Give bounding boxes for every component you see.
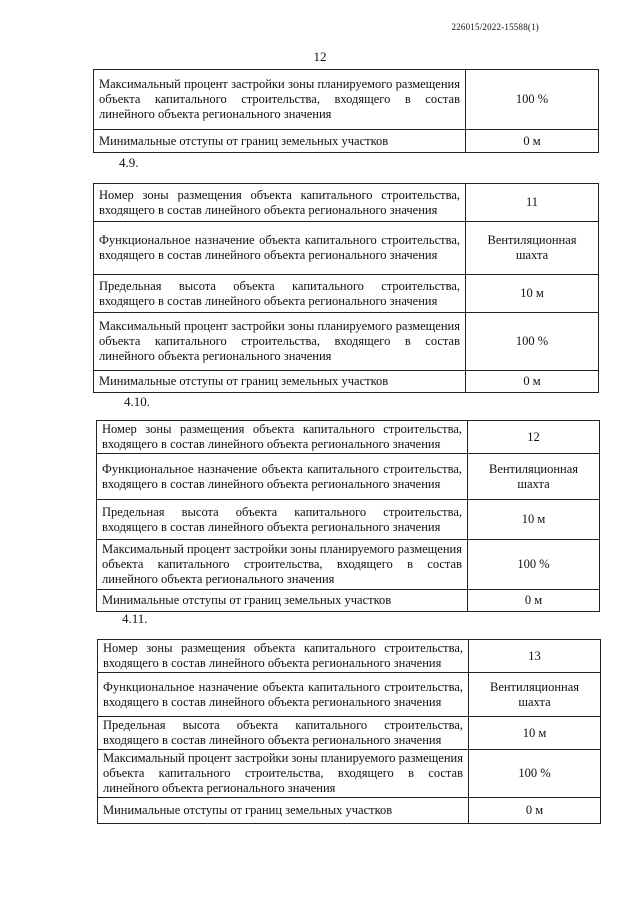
- table-row: [97, 540, 600, 590]
- table-row: [97, 421, 600, 454]
- table-row: [98, 798, 601, 824]
- table-row: [97, 500, 600, 540]
- param-label: Минимальные отступы от границ земельных участков: [97, 590, 468, 612]
- table-row: [98, 673, 601, 717]
- param-label: Минимальные отступы от границ земельных участков: [98, 798, 469, 824]
- param-label: Минимальные отступы от границ земельных участков: [94, 130, 466, 153]
- document-number: 226015/2022-15588(1): [451, 22, 539, 32]
- table-row: [97, 590, 600, 612]
- table-row: [94, 70, 599, 130]
- table-row: [98, 750, 601, 798]
- param-value: 100 %: [469, 750, 601, 798]
- table-row: [94, 184, 599, 222]
- param-value: Вентиляционная шахта: [469, 673, 601, 717]
- section-label-4-11: 4.11.: [122, 611, 148, 626]
- param-value: 0 м: [468, 590, 600, 612]
- params-table-4-9: [93, 183, 599, 393]
- table-row: [94, 222, 599, 275]
- page-number: 12: [313, 49, 327, 64]
- param-value: 0 м: [469, 798, 601, 824]
- param-label: Предельная высота объекта капитального строительства, входящего в состав линейного объекта регионального значения: [98, 717, 469, 750]
- table-row: [94, 130, 599, 153]
- param-value: 10 м: [469, 717, 601, 750]
- table-row: [98, 717, 601, 750]
- param-label: Функциональное назначение объекта капитального строительства, входящего в состав линейного объекта регионального значения: [98, 673, 469, 717]
- param-value: 10 м: [468, 500, 600, 540]
- param-label: Предельная высота объекта капитального строительства, входящего в состав линейного объекта регионального значения: [97, 500, 468, 540]
- param-label: Функциональное назначение объекта капитального строительства, входящего в состав линейного объекта регионального значения: [97, 454, 468, 500]
- table-row: [94, 313, 599, 371]
- section-label-4-10: 4.10.: [124, 394, 150, 409]
- table-row: [98, 640, 601, 673]
- param-value: Вентиляционная шахта: [468, 454, 600, 500]
- param-label: Функциональное назначение объекта капитального строительства, входящего в состав линейного объекта регионального значения: [94, 222, 466, 275]
- param-value: 12: [468, 421, 600, 454]
- param-value: 0 м: [466, 371, 599, 393]
- param-label: Номер зоны размещения объекта капитального строительства, входящего в состав линейного объекта регионального значения: [94, 184, 466, 222]
- param-value: 11: [466, 184, 599, 222]
- section-label-4-9: 4.9.: [119, 155, 139, 170]
- param-label: Предельная высота объекта капитального строительства, входящего в состав линейного объекта регионального значения: [94, 275, 466, 313]
- param-label: Максимальный процент застройки зоны планируемого размещения объекта капитального строительства, входящего в состав линейного объекта регионального значения: [94, 313, 466, 371]
- param-label: Максимальный процент застройки зоны планируемого размещения объекта капитального строительства, входящего в состав линейного объекта регионального значения: [98, 750, 469, 798]
- table-row: [94, 371, 599, 393]
- param-label: Максимальный процент застройки зоны планируемого размещения объекта капитального строительства, входящего в состав линейного объекта регионального значения: [97, 540, 468, 590]
- param-value: 10 м: [466, 275, 599, 313]
- param-value: 100 %: [466, 313, 599, 371]
- param-value: 100 %: [468, 540, 600, 590]
- param-value: 13: [469, 640, 601, 673]
- table-row: [94, 275, 599, 313]
- param-label: Номер зоны размещения объекта капитального строительства, входящего в состав линейного объекта регионального значения: [98, 640, 469, 673]
- params-table-4-11: [97, 639, 601, 824]
- param-value: 0 м: [466, 130, 599, 153]
- param-label: Максимальный процент застройки зоны планируемого размещения объекта капитального строительства, входящего в состав линейного объекта регионального значения: [94, 70, 466, 130]
- param-value: 100 %: [466, 70, 599, 130]
- param-value: Вентиляционная шахта: [466, 222, 599, 275]
- params-table-continued: [93, 69, 599, 153]
- param-label: Минимальные отступы от границ земельных участков: [94, 371, 466, 393]
- params-table-4-10: [96, 420, 600, 612]
- table-row: [97, 454, 600, 500]
- param-label: Номер зоны размещения объекта капитального строительства, входящего в состав линейного объекта регионального значения: [97, 421, 468, 454]
